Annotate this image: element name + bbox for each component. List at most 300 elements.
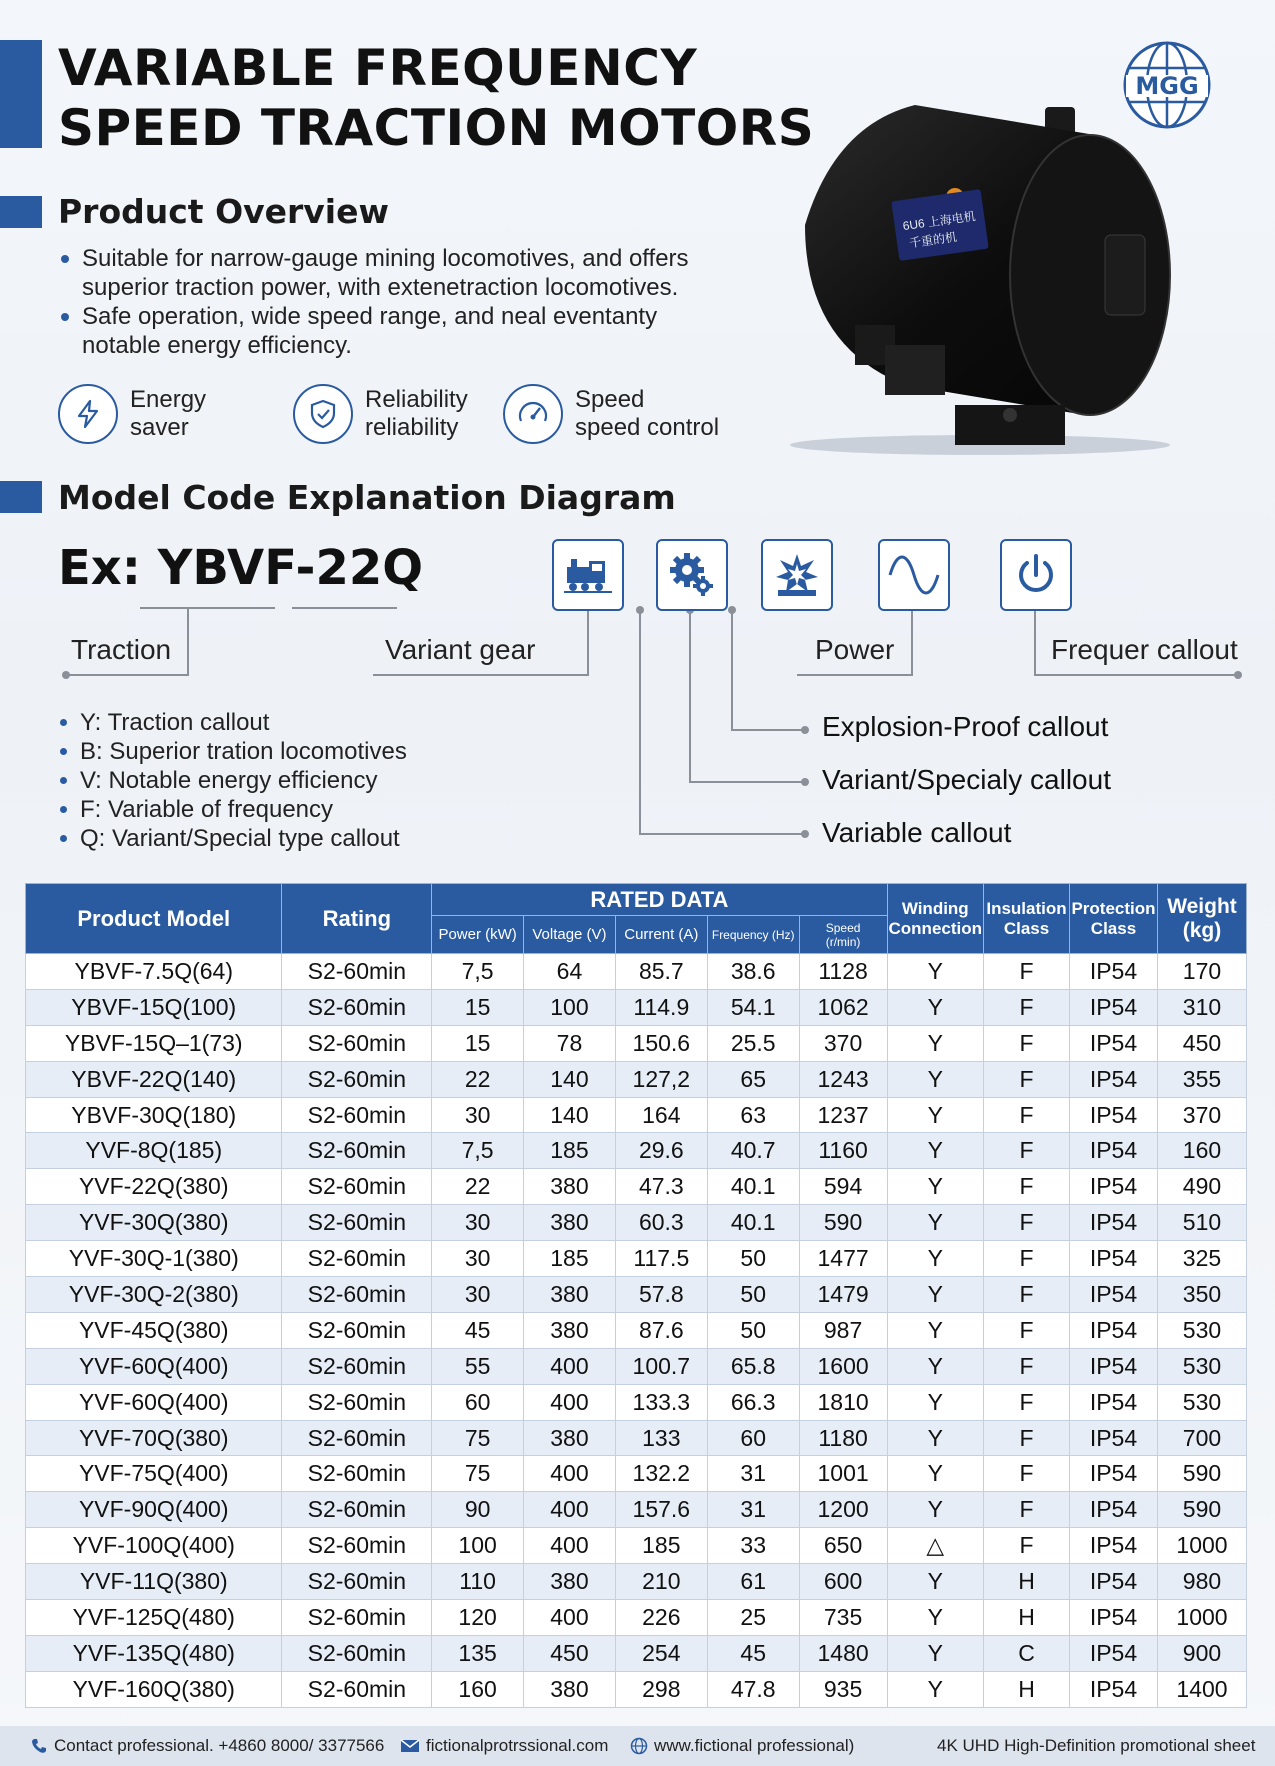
- cell-voltage: 380: [524, 1277, 616, 1313]
- col-header-insulation-line-2: Class: [1003, 918, 1050, 938]
- table-row: [26, 989, 1247, 1025]
- cell-voltage: 380: [524, 1169, 616, 1205]
- legend-item: Q: Variant/Special type callout: [58, 824, 407, 853]
- footer-email: [400, 1736, 608, 1756]
- cell-power: 60: [432, 1384, 524, 1420]
- cell-model: YVF-22Q(380): [26, 1169, 282, 1205]
- overview-bullet-1: [58, 244, 689, 302]
- cell-frequency: 25.5: [707, 1025, 799, 1061]
- cell-protection: IP54: [1070, 1420, 1158, 1456]
- feature-reliability-line-2: reliability: [365, 414, 459, 441]
- cell-model: YVF-70Q(380): [26, 1420, 282, 1456]
- cell-current: 29.6: [615, 1133, 707, 1169]
- col-header-weight: [1157, 884, 1246, 954]
- cell-insulation: F: [984, 1097, 1070, 1133]
- cell-winding: Y: [887, 1384, 984, 1420]
- overview-bullet-2-line-2: notable energy efficiency.: [82, 332, 352, 359]
- cell-weight: 490: [1157, 1169, 1246, 1205]
- overview-accent-bar: [0, 196, 42, 228]
- table-row: [26, 1564, 1247, 1600]
- cell-power: 7,5: [432, 954, 524, 990]
- cell-speed: 1237: [799, 1097, 887, 1133]
- table-row: [26, 954, 1247, 990]
- cell-voltage: 185: [524, 1241, 616, 1277]
- model-example-code: YBVF-22Q: [157, 540, 424, 596]
- table-row: [26, 1384, 1247, 1420]
- col-header-insulation-line-1: Insulation: [986, 898, 1067, 918]
- cell-weight: 1400: [1157, 1671, 1246, 1707]
- cell-current: 47.3: [615, 1169, 707, 1205]
- cell-winding: △: [887, 1528, 984, 1564]
- cell-model: YVF-30Q-2(380): [26, 1277, 282, 1313]
- col-header-weight-line-2: (kg): [1182, 918, 1222, 942]
- feature-speed: [503, 384, 719, 444]
- cell-model: YVF-90Q(400): [26, 1492, 282, 1528]
- col-header-insulation: [984, 884, 1070, 954]
- cell-model: YVF-75Q(400): [26, 1456, 282, 1492]
- footer-note: 4K UHD High-Definition promotional sheet: [937, 1736, 1256, 1755]
- cell-weight: 590: [1157, 1492, 1246, 1528]
- cell-speed: 1200: [799, 1492, 887, 1528]
- cell-frequency: 50: [707, 1241, 799, 1277]
- cell-frequency: 38.6: [707, 954, 799, 990]
- cell-frequency: 33: [707, 1528, 799, 1564]
- mail-icon: [400, 1739, 420, 1753]
- cell-weight: 450: [1157, 1025, 1246, 1061]
- cell-current: 85.7: [615, 954, 707, 990]
- lightning-icon: [58, 384, 118, 444]
- cell-power: 30: [432, 1097, 524, 1133]
- cell-frequency: 45: [707, 1635, 799, 1671]
- feature-speed-line-1: Speed: [575, 386, 645, 413]
- table-row: [26, 1671, 1247, 1707]
- cell-frequency: 40.7: [707, 1133, 799, 1169]
- cell-speed: 1062: [799, 989, 887, 1025]
- table-row: [26, 1456, 1247, 1492]
- cell-power: 100: [432, 1528, 524, 1564]
- overview-bullet-1-line-1: Suitable for narrow-gauge mining locomotives, and offers: [82, 245, 689, 272]
- cell-protection: IP54: [1070, 1061, 1158, 1097]
- cell-model: YBVF-22Q(140): [26, 1061, 282, 1097]
- col-header-frequency: Frequency (Hz): [707, 916, 799, 954]
- table-row: [26, 1420, 1247, 1456]
- title-line-1: VARIABLE FREQUENCY: [58, 39, 698, 97]
- overview-heading: Product Overview: [58, 192, 389, 231]
- cell-protection: IP54: [1070, 989, 1158, 1025]
- cell-speed: 370: [799, 1025, 887, 1061]
- cell-rating: S2-60min: [282, 989, 432, 1025]
- cell-weight: 530: [1157, 1348, 1246, 1384]
- cell-rating: S2-60min: [282, 1061, 432, 1097]
- cell-insulation: C: [984, 1635, 1070, 1671]
- model-code-legend: [58, 708, 407, 853]
- cell-winding: Y: [887, 1312, 984, 1348]
- col-header-protection: [1070, 884, 1158, 954]
- cell-voltage: 380: [524, 1564, 616, 1600]
- cell-frequency: 31: [707, 1492, 799, 1528]
- cell-model: YVF-30Q-1(380): [26, 1241, 282, 1277]
- nameplate-text-1: 6U6 上海电机: [901, 209, 977, 234]
- table-row: [26, 1635, 1247, 1671]
- cell-rating: S2-60min: [282, 1384, 432, 1420]
- col-header-speed: [799, 916, 887, 954]
- cell-rating: S2-60min: [282, 1635, 432, 1671]
- cell-weight: 310: [1157, 989, 1246, 1025]
- cell-frequency: 40.1: [707, 1169, 799, 1205]
- cell-power: 120: [432, 1600, 524, 1636]
- cell-insulation: F: [984, 1169, 1070, 1205]
- phone-icon: [30, 1737, 48, 1755]
- overview-bullet-1-line-2: superior traction power, with extenetraction locomotives.: [82, 274, 679, 301]
- table-row: [26, 1205, 1247, 1241]
- cell-rating: S2-60min: [282, 1492, 432, 1528]
- cell-model: YBVF-15Q(100): [26, 989, 282, 1025]
- footer: [0, 1726, 1275, 1766]
- callout-explosion: Explosion-Proof callout: [822, 711, 1109, 742]
- table-row: [26, 1061, 1247, 1097]
- cell-current: 210: [615, 1564, 707, 1600]
- cell-current: 226: [615, 1600, 707, 1636]
- cell-protection: IP54: [1070, 1492, 1158, 1528]
- cell-protection: IP54: [1070, 1133, 1158, 1169]
- footer-contact: [30, 1736, 384, 1756]
- cell-current: 127,2: [615, 1061, 707, 1097]
- cell-speed: 600: [799, 1564, 887, 1600]
- cell-model: YVF-8Q(185): [26, 1133, 282, 1169]
- cell-protection: IP54: [1070, 1600, 1158, 1636]
- speedometer-icon: [503, 384, 563, 444]
- table-row: [26, 1133, 1247, 1169]
- col-header-rating: Rating: [282, 884, 432, 954]
- footer-web-text[interactable]: www.fictional professional): [654, 1736, 855, 1755]
- cell-rating: S2-60min: [282, 1564, 432, 1600]
- cell-insulation: F: [984, 1277, 1070, 1313]
- overview-bullets: [58, 244, 689, 360]
- cell-current: 185: [615, 1528, 707, 1564]
- cell-speed: 1479: [799, 1277, 887, 1313]
- cell-voltage: 400: [524, 1456, 616, 1492]
- col-header-voltage: Voltage (V): [524, 916, 616, 954]
- title-accent-bar: [0, 40, 42, 148]
- cell-speed: 594: [799, 1169, 887, 1205]
- legend-item: F: Variable of frequency: [58, 795, 407, 824]
- legend-item: Y: Traction callout: [58, 708, 407, 737]
- cell-winding: Y: [887, 1564, 984, 1600]
- cell-winding: Y: [887, 1635, 984, 1671]
- cell-model: YVF-60Q(400): [26, 1384, 282, 1420]
- cell-insulation: F: [984, 1420, 1070, 1456]
- cell-protection: IP54: [1070, 1456, 1158, 1492]
- cell-weight: 355: [1157, 1061, 1246, 1097]
- cell-protection: IP54: [1070, 1312, 1158, 1348]
- cell-speed: 1001: [799, 1456, 887, 1492]
- cell-frequency: 65: [707, 1061, 799, 1097]
- cell-power: 90: [432, 1492, 524, 1528]
- cell-rating: S2-60min: [282, 1277, 432, 1313]
- cell-power: 30: [432, 1205, 524, 1241]
- callout-variable: Variable callout: [822, 817, 1012, 848]
- cell-winding: Y: [887, 989, 984, 1025]
- cell-winding: Y: [887, 1348, 984, 1384]
- cell-protection: IP54: [1070, 1348, 1158, 1384]
- footer-email-text[interactable]: fictionalprotrssional.com: [426, 1736, 609, 1755]
- cell-insulation: F: [984, 1492, 1070, 1528]
- cell-insulation: F: [984, 1061, 1070, 1097]
- cell-rating: S2-60min: [282, 1348, 432, 1384]
- cell-speed: 1160: [799, 1133, 887, 1169]
- table-row: [26, 1169, 1247, 1205]
- cell-current: 114.9: [615, 989, 707, 1025]
- cell-frequency: 61: [707, 1564, 799, 1600]
- cell-speed: 650: [799, 1528, 887, 1564]
- cell-weight: 350: [1157, 1277, 1246, 1313]
- cell-model: YBVF-15Q–1(73): [26, 1025, 282, 1061]
- cell-power: 30: [432, 1241, 524, 1277]
- cell-current: 57.8: [615, 1277, 707, 1313]
- cell-frequency: 47.8: [707, 1671, 799, 1707]
- logo-text: MGG: [1135, 72, 1199, 100]
- cell-winding: Y: [887, 1671, 984, 1707]
- cell-rating: S2-60min: [282, 1420, 432, 1456]
- table-row: [26, 1025, 1247, 1061]
- cell-winding: Y: [887, 1061, 984, 1097]
- spec-table-body: [26, 954, 1247, 1708]
- cell-protection: IP54: [1070, 1169, 1158, 1205]
- cell-insulation: F: [984, 1025, 1070, 1061]
- cell-frequency: 25: [707, 1600, 799, 1636]
- cell-rating: S2-60min: [282, 1600, 432, 1636]
- cell-current: 254: [615, 1635, 707, 1671]
- cell-model: YVF-135Q(480): [26, 1635, 282, 1671]
- cell-insulation: F: [984, 1241, 1070, 1277]
- cell-rating: S2-60min: [282, 1025, 432, 1061]
- cell-protection: IP54: [1070, 1564, 1158, 1600]
- cell-protection: IP54: [1070, 1241, 1158, 1277]
- feature-energy-line-2: saver: [130, 414, 189, 441]
- feature-energy-line-1: Energy: [130, 386, 207, 413]
- table-row: [26, 1348, 1247, 1384]
- cell-rating: S2-60min: [282, 1456, 432, 1492]
- cell-insulation: F: [984, 1528, 1070, 1564]
- table-row: [26, 1528, 1247, 1564]
- cell-speed: 735: [799, 1600, 887, 1636]
- cell-winding: Y: [887, 1492, 984, 1528]
- cell-voltage: 450: [524, 1635, 616, 1671]
- globe-icon: [630, 1737, 648, 1755]
- cell-protection: IP54: [1070, 1097, 1158, 1133]
- cell-voltage: 400: [524, 1492, 616, 1528]
- cell-model: YVF-11Q(380): [26, 1564, 282, 1600]
- cell-model: YVF-160Q(380): [26, 1671, 282, 1707]
- cell-insulation: F: [984, 954, 1070, 990]
- cell-power: 135: [432, 1635, 524, 1671]
- cell-weight: 590: [1157, 1456, 1246, 1492]
- cell-power: 110: [432, 1564, 524, 1600]
- table-row: [26, 1600, 1247, 1636]
- cell-winding: Y: [887, 1241, 984, 1277]
- cell-protection: IP54: [1070, 1025, 1158, 1061]
- cell-speed: 1128: [799, 954, 887, 990]
- cell-weight: 370: [1157, 1097, 1246, 1133]
- cell-power: 75: [432, 1420, 524, 1456]
- page-title: [58, 38, 814, 158]
- feature-speed-line-2: speed control: [575, 414, 720, 441]
- cell-rating: S2-60min: [282, 1528, 432, 1564]
- cell-speed: 1810: [799, 1384, 887, 1420]
- cell-rating: S2-60min: [282, 1241, 432, 1277]
- cell-speed: 987: [799, 1312, 887, 1348]
- cell-insulation: F: [984, 1348, 1070, 1384]
- cell-protection: IP54: [1070, 1635, 1158, 1671]
- cell-current: 133.3: [615, 1384, 707, 1420]
- cell-voltage: 380: [524, 1420, 616, 1456]
- cell-weight: 160: [1157, 1133, 1246, 1169]
- cell-current: 132.2: [615, 1456, 707, 1492]
- cell-rating: S2-60min: [282, 1169, 432, 1205]
- cell-speed: 1480: [799, 1635, 887, 1671]
- cell-current: 100.7: [615, 1348, 707, 1384]
- cell-frequency: 60: [707, 1420, 799, 1456]
- cell-current: 87.6: [615, 1312, 707, 1348]
- table-row: [26, 1241, 1247, 1277]
- nameplate-text-2: 千重的机: [908, 229, 958, 251]
- cell-winding: Y: [887, 1420, 984, 1456]
- cell-power: 75: [432, 1456, 524, 1492]
- overview-bullet-2: [58, 302, 689, 360]
- shield-check-icon: [293, 384, 353, 444]
- cell-voltage: 78: [524, 1025, 616, 1061]
- cell-current: 117.5: [615, 1241, 707, 1277]
- cell-voltage: 64: [524, 954, 616, 990]
- col-header-protection-line-1: Protection: [1071, 898, 1156, 918]
- cell-weight: 530: [1157, 1384, 1246, 1420]
- motor-image: [765, 85, 1195, 460]
- cell-power: 55: [432, 1348, 524, 1384]
- cell-model: YVF-30Q(380): [26, 1205, 282, 1241]
- cell-insulation: F: [984, 1384, 1070, 1420]
- cell-frequency: 65.8: [707, 1348, 799, 1384]
- cell-voltage: 380: [524, 1205, 616, 1241]
- cell-model: YBVF-7.5Q(64): [26, 954, 282, 990]
- cell-voltage: 400: [524, 1384, 616, 1420]
- explosion-icon: [761, 539, 833, 611]
- cell-rating: S2-60min: [282, 1312, 432, 1348]
- col-header-speed-line-2: (r/min): [825, 934, 861, 949]
- cell-frequency: 31: [707, 1456, 799, 1492]
- col-header-winding-line-2: Connection: [888, 918, 983, 938]
- cell-current: 150.6: [615, 1025, 707, 1061]
- feature-reliability: [293, 384, 468, 444]
- callout-variant-special: Variant/Specialy callout: [822, 764, 1111, 795]
- gear-icon: [656, 539, 728, 611]
- cell-current: 60.3: [615, 1205, 707, 1241]
- cell-power: 45: [432, 1312, 524, 1348]
- label-frequer: Frequer callout: [1051, 634, 1238, 665]
- overview-bullet-2-line-1: Safe operation, wide speed range, and neal eventanty: [82, 303, 658, 330]
- cell-current: 133: [615, 1420, 707, 1456]
- cell-power: 15: [432, 1025, 524, 1061]
- cell-winding: Y: [887, 1025, 984, 1061]
- spec-table: [25, 883, 1247, 1708]
- cell-insulation: F: [984, 989, 1070, 1025]
- cell-protection: IP54: [1070, 1205, 1158, 1241]
- cell-insulation: H: [984, 1600, 1070, 1636]
- title-line-2: SPEED TRACTION MOTORS: [58, 99, 815, 157]
- table-row: [26, 1277, 1247, 1313]
- cell-winding: Y: [887, 1169, 984, 1205]
- table-row: [26, 1312, 1247, 1348]
- cell-speed: 590: [799, 1205, 887, 1241]
- cell-winding: Y: [887, 1097, 984, 1133]
- feature-energy: [58, 384, 206, 444]
- cell-model: YVF-125Q(480): [26, 1600, 282, 1636]
- cell-winding: Y: [887, 1600, 984, 1636]
- col-header-weight-line-1: Weight: [1167, 894, 1237, 918]
- cell-rating: S2-60min: [282, 1671, 432, 1707]
- cell-voltage: 380: [524, 1671, 616, 1707]
- table-row: [26, 1097, 1247, 1133]
- cell-winding: Y: [887, 1205, 984, 1241]
- cell-weight: 530: [1157, 1312, 1246, 1348]
- cell-weight: 980: [1157, 1564, 1246, 1600]
- locomotive-icon: [552, 539, 624, 611]
- cell-power: 22: [432, 1169, 524, 1205]
- cell-model: YVF-45Q(380): [26, 1312, 282, 1348]
- cell-winding: Y: [887, 1133, 984, 1169]
- cell-speed: 935: [799, 1671, 887, 1707]
- cell-rating: S2-60min: [282, 1097, 432, 1133]
- cell-weight: 1000: [1157, 1528, 1246, 1564]
- cell-winding: Y: [887, 1277, 984, 1313]
- label-power: Power: [815, 634, 895, 665]
- cell-insulation: F: [984, 1133, 1070, 1169]
- cell-speed: 1600: [799, 1348, 887, 1384]
- cell-power: 160: [432, 1671, 524, 1707]
- col-header-protection-line-2: Class: [1090, 918, 1137, 938]
- cell-winding: Y: [887, 954, 984, 990]
- cell-winding: Y: [887, 1456, 984, 1492]
- col-header-product-model: Product Model: [26, 884, 282, 954]
- col-header-rated-data: RATED DATA: [432, 884, 887, 916]
- cell-voltage: 400: [524, 1528, 616, 1564]
- cell-protection: IP54: [1070, 954, 1158, 990]
- cell-power: 22: [432, 1061, 524, 1097]
- col-header-current: Current (A): [615, 916, 707, 954]
- cell-weight: 700: [1157, 1420, 1246, 1456]
- col-header-speed-line-1: Speed: [825, 920, 861, 935]
- cell-current: 157.6: [615, 1492, 707, 1528]
- col-header-power: Power (kW): [432, 916, 524, 954]
- label-variant-gear: Variant gear: [385, 634, 536, 665]
- cell-model: YVF-100Q(400): [26, 1528, 282, 1564]
- cell-protection: IP54: [1070, 1671, 1158, 1707]
- cell-frequency: 50: [707, 1312, 799, 1348]
- footer-contact-text: Contact professional. +4860 8000/ 3377566: [54, 1736, 385, 1755]
- cell-current: 164: [615, 1097, 707, 1133]
- legend-item: V: Notable energy efficiency: [58, 766, 407, 795]
- feature-reliability-line-1: Reliability: [365, 386, 468, 413]
- cell-weight: 510: [1157, 1205, 1246, 1241]
- cell-model: YVF-60Q(400): [26, 1348, 282, 1384]
- cell-voltage: 400: [524, 1600, 616, 1636]
- cell-weight: 325: [1157, 1241, 1246, 1277]
- cell-voltage: 140: [524, 1097, 616, 1133]
- cell-insulation: H: [984, 1671, 1070, 1707]
- cell-weight: 900: [1157, 1635, 1246, 1671]
- cell-insulation: H: [984, 1564, 1070, 1600]
- cell-model: YBVF-30Q(180): [26, 1097, 282, 1133]
- cell-power: 7,5: [432, 1133, 524, 1169]
